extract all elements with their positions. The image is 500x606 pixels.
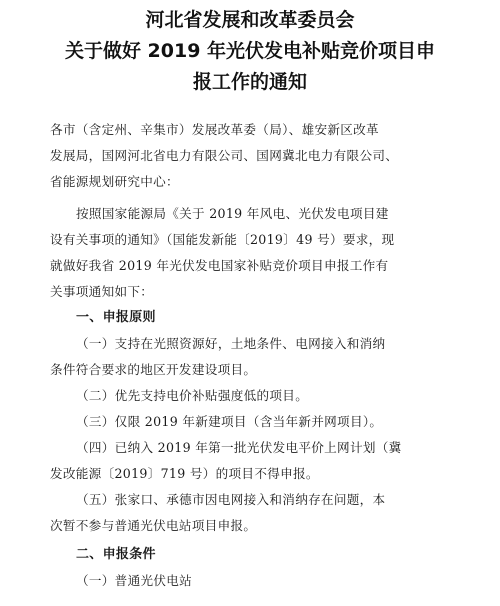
addressee-line-1: 各市（含定州、辛集市）发展改革委（局）、雄安新区改革: [50, 122, 379, 137]
principle-1-line-2: 条件符合要求的地区开发建设项目。: [50, 362, 257, 377]
title-line-1: 河北省发展和改革委员会: [145, 9, 355, 31]
intro-line-1: 按照国家能源局《关于 2019 年风电、光伏发电项目建: [76, 206, 389, 221]
principle-1-line-1: （一）支持在光照资源好，土地条件、电网接入和消纳: [76, 336, 386, 351]
intro-line-4: 关事项通知如下：: [50, 284, 154, 299]
section-2-heading: 二、申报条件: [76, 547, 156, 562]
intro-line-3: 就做好我省 2019 年光伏发电国家补贴竞价项目申报工作有: [50, 258, 389, 273]
principle-4-line-1: （四）已纳入 2019 年第一批光伏发电平价上网计划（冀: [76, 440, 402, 455]
principle-5-line-1: （五）张家口、承德市因电网接入和消纳存在问题，本: [76, 492, 386, 507]
principle-2: （二）优先支持电价补贴强度低的项目。: [76, 388, 309, 403]
intro-line-2: 设有关事项的通知》（国能发新能〔2019〕49 号）要求，现: [50, 232, 395, 247]
section-1-heading: 一、申报原则: [76, 310, 156, 325]
principle-4-line-2: 发改能源〔2019〕719 号）的项目不得申报。: [50, 466, 319, 481]
addressee-line-2: 发展局，国网河北省电力有限公司、国网冀北电力有限公司、: [50, 148, 399, 163]
section-2-sub-1: （一）普通光伏电站: [76, 573, 193, 588]
principle-5-line-2: 次暂不参与普通光伏电站项目申报。: [50, 518, 257, 533]
title-line-3: 报工作的通知: [192, 71, 307, 93]
principle-3: （三）仅限 2019 年新建项目（含当年新并网项目）。: [76, 414, 383, 429]
addressee-line-3: 省能源规划研究中心：: [50, 174, 179, 189]
title-line-2: 关于做好 2019 年光伏发电补贴竞价项目申: [64, 40, 436, 62]
